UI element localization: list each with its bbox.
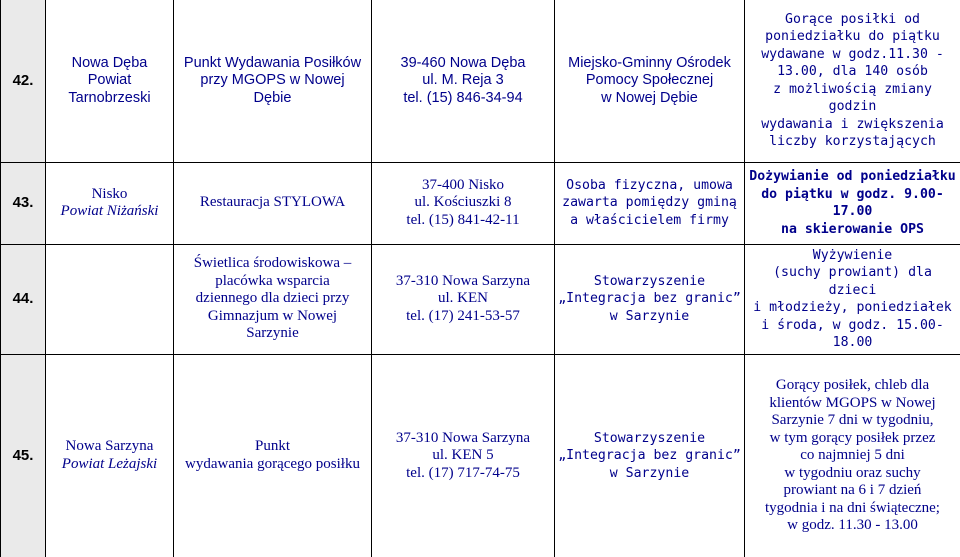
cell-line: Gimnazjum w Nowej [207, 307, 338, 324]
cell-line: w Sarzynie [609, 308, 690, 324]
cell-line: (suchy prowiant) dla dzieci [773, 265, 932, 298]
cell-line: zawarta pomiędzy gminą [562, 195, 737, 211]
place-name: Nowa Sarzyna [65, 438, 154, 455]
point-cell [174, 244, 372, 354]
cell-line: 37-400 Nisko [421, 176, 505, 193]
cell-line: 37-310 Nowa Sarzyna [395, 272, 531, 289]
meals-cell [745, 244, 960, 354]
cell-line: Gorące posiłki od [785, 11, 920, 27]
cell-line: wydawania i zwiększenia [761, 116, 944, 132]
cell-line: prowiant na 6 i 7 dzień [783, 482, 922, 498]
cell-line: w tygodniu oraz suchy [784, 464, 921, 481]
cell-line: i młodzieży, poniedziałek [753, 300, 952, 315]
cell-line: tel. (17) 241-53-57 [406, 307, 520, 324]
cell-line: Stowarzyszenie [593, 430, 706, 446]
operator-cell [555, 354, 745, 557]
meals-cell [745, 0, 960, 162]
operator-cell [555, 162, 745, 244]
cell-line: Dożywianie od poniedziałku [749, 169, 956, 184]
cell-line: tel. (15) 841-42-11 [406, 211, 520, 228]
cell-line: 37-310 Nowa Sarzyna [395, 429, 531, 446]
place-county: Powiat Niżański [60, 203, 159, 219]
operator-cell [555, 244, 745, 354]
cell-line: i środa, w godz. 15.00-18.00 [761, 317, 944, 350]
cell-line: Punkt Wydawania Posiłków [183, 54, 362, 71]
cell-line: ul. KEN [438, 290, 488, 307]
cell-line: do piątku w godz. 9.00-17.00 [761, 186, 944, 219]
place-name: Nowa Dęba [71, 54, 148, 71]
table-row [1, 244, 960, 354]
place-cell [46, 244, 174, 354]
table-row [1, 162, 960, 244]
cell-line: Stowarzyszenie [593, 273, 706, 289]
cell-line: wydawane w godz.11.30 - [761, 46, 944, 62]
cell-line: Pomocy Społecznej [585, 72, 714, 88]
cell-line: dziennego dla dzieci przy [195, 290, 350, 307]
point-cell [174, 354, 372, 557]
cell-line: na skierowanie OPS [781, 221, 924, 237]
cell-line: z możliwością zmiany godzin [773, 81, 932, 115]
row-number: 45. [1, 354, 46, 557]
cell-line: Osoba fizyczna, umowa [566, 177, 733, 193]
cell-line: tel. (17) 717-74-75 [406, 464, 520, 481]
cell-line: Sarzynie [246, 325, 299, 342]
cell-line: Wyżywienie [812, 247, 893, 263]
cell-line: placówka wsparcia [215, 272, 330, 289]
cell-line: w Sarzynie [609, 465, 690, 481]
cell-line: co najmniej 5 dni [800, 447, 905, 463]
cell-line: ul. Kościuszki 8 [414, 194, 512, 211]
cell-line: przy MGOPS w Nowej [200, 72, 345, 88]
cell-line: w tym gorący posiłek przez [769, 429, 936, 446]
meals-cell [745, 354, 960, 557]
cell-line: „Integracja bez granic” [558, 448, 741, 463]
address-cell [372, 162, 555, 244]
cell-line: ul. M. Reja 3 [422, 72, 504, 88]
cell-line: ul. KEN 5 [432, 447, 494, 463]
cell-line: Restauracja STYLOWA [199, 194, 346, 211]
cell-line: wydawania gorącego posiłku [185, 455, 360, 472]
cell-line: Sarzynie 7 dni w tygodniu, [771, 412, 934, 428]
address-cell [372, 0, 555, 162]
cell-line: poniedziałku do piątku [765, 29, 940, 45]
cell-line: 39-460 Nowa Dęba [400, 54, 526, 71]
cell-line: 13.00, dla 140 osób [777, 64, 928, 80]
row-number: 43. [1, 162, 46, 244]
table-row [1, 354, 960, 557]
cell-line: Świetlica środowiskowa – [193, 255, 352, 272]
meals-cell [745, 162, 960, 244]
table-row [1, 0, 960, 162]
place-cell [46, 0, 174, 162]
cell-line: w godz. 11.30 - 13.00 [787, 517, 918, 533]
row-number: 44. [1, 244, 46, 354]
cell-line: klientów MGOPS w Nowej [769, 394, 936, 411]
point-cell [174, 0, 372, 162]
place-county: Powiat Tarnobrzeski [68, 72, 151, 106]
place-cell [46, 354, 174, 557]
operator-cell [555, 0, 745, 162]
cell-line: Punkt [254, 438, 290, 455]
address-cell [372, 354, 555, 557]
row-number: 42. [1, 0, 46, 162]
place-name: Nisko [91, 185, 128, 202]
cell-line: „Integracja bez granic” [558, 291, 741, 307]
cell-line: Gorący posiłek, chleb dla [775, 377, 930, 393]
cell-line: liczby korzystających [769, 134, 936, 150]
cell-line: w Nowej Dębie [601, 89, 698, 106]
cell-line: Dębie [253, 89, 292, 106]
cell-line: tel. (15) 846-34-94 [403, 89, 523, 106]
place-county: Powiat Leżajski [61, 455, 158, 472]
cell-line: Miejsko-Gminny Ośrodek [568, 54, 731, 71]
point-cell [174, 162, 372, 244]
cell-line: tygodnia i na dni świąteczne; [765, 499, 940, 516]
cell-line: a właścicielem firmy [570, 212, 729, 228]
place-cell [46, 162, 174, 244]
address-cell [372, 244, 555, 354]
